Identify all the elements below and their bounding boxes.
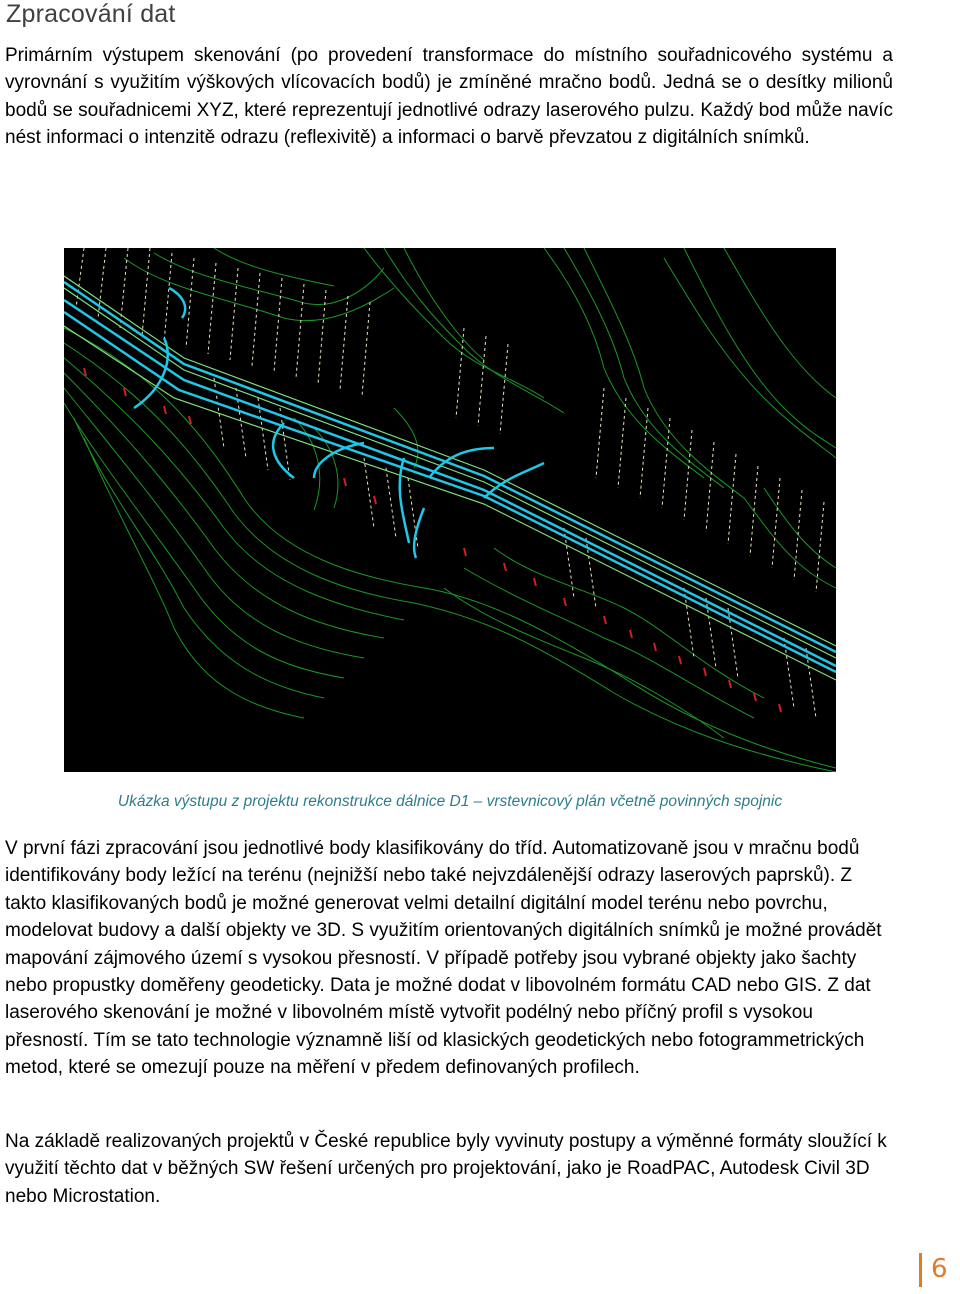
contour-map-figure (64, 248, 836, 772)
paragraph-processing: V první fázi zpracování jsou jednotlivé body klasifikovány do tříd. Automatizovaně jsou v mračnu bodů identifikovány body ležící na terénu (nejnižší nebo také nejvzdálenější odrazy laserových paprsků). Z takto klasifikovaných bodů je možné generovat velmi detailní digitální model terénu nebo povrchu, modelovat budovy a další objekty ve 3D. S využitím orientovaných digitálních snímků je možné provádět mapování zájmového území s vysokou přesností. V případě potřeby jsou vybrané objekty jako šachty nebo propustky doměřeny geodeticky. Data je možné dodat v libovolném formátu CAD nebo GIS. Z dat laserového skenování je možné v libovolném místě vytvořit podélný nebo příčný profil s vysokou přesností. Tím se tato technologie významně liší od klasických geodetických nebo fotogrammetrických metod, které se omezují pouze na měření v předem definovaných profilech. (5, 838, 882, 1079)
page-number: 6 (931, 1254, 948, 1284)
page-number-bar (919, 1253, 922, 1287)
paragraph-formats: Na základě realizovaných projektů v České republice byly vyvinuty postupy a výměnné formáty sloužící k využití těchto dat v běžných SW řešení určených pro projektování, jako je RoadPAC, Autodesk Civil 3D nebo Microstation. (5, 1131, 887, 1207)
page-title: Zpracování dat (6, 0, 176, 28)
page-number-box (919, 1253, 960, 1287)
paragraph-intro: Primárním výstupem skenování (po provedení transformace do místního souřadnicového systému a vyrovnání s využitím výškových vlícovacích bodů) je zmíněné mračno bodů. Jedná se o desítky milionů bodů se souřadnicemi XYZ, které reprezentují jednotlivé odrazy laserového pulzu. Každý bod může navíc nést informaci o intenzitě odrazu (reflexivitě) a informaci o barvě převzatou z digitálních snímků. (5, 45, 893, 149)
figure-caption: Ukázka výstupu z projektu rekonstrukce dálnice D1 – vrstevnicový plán včetně povinných spojnic (117, 793, 783, 810)
